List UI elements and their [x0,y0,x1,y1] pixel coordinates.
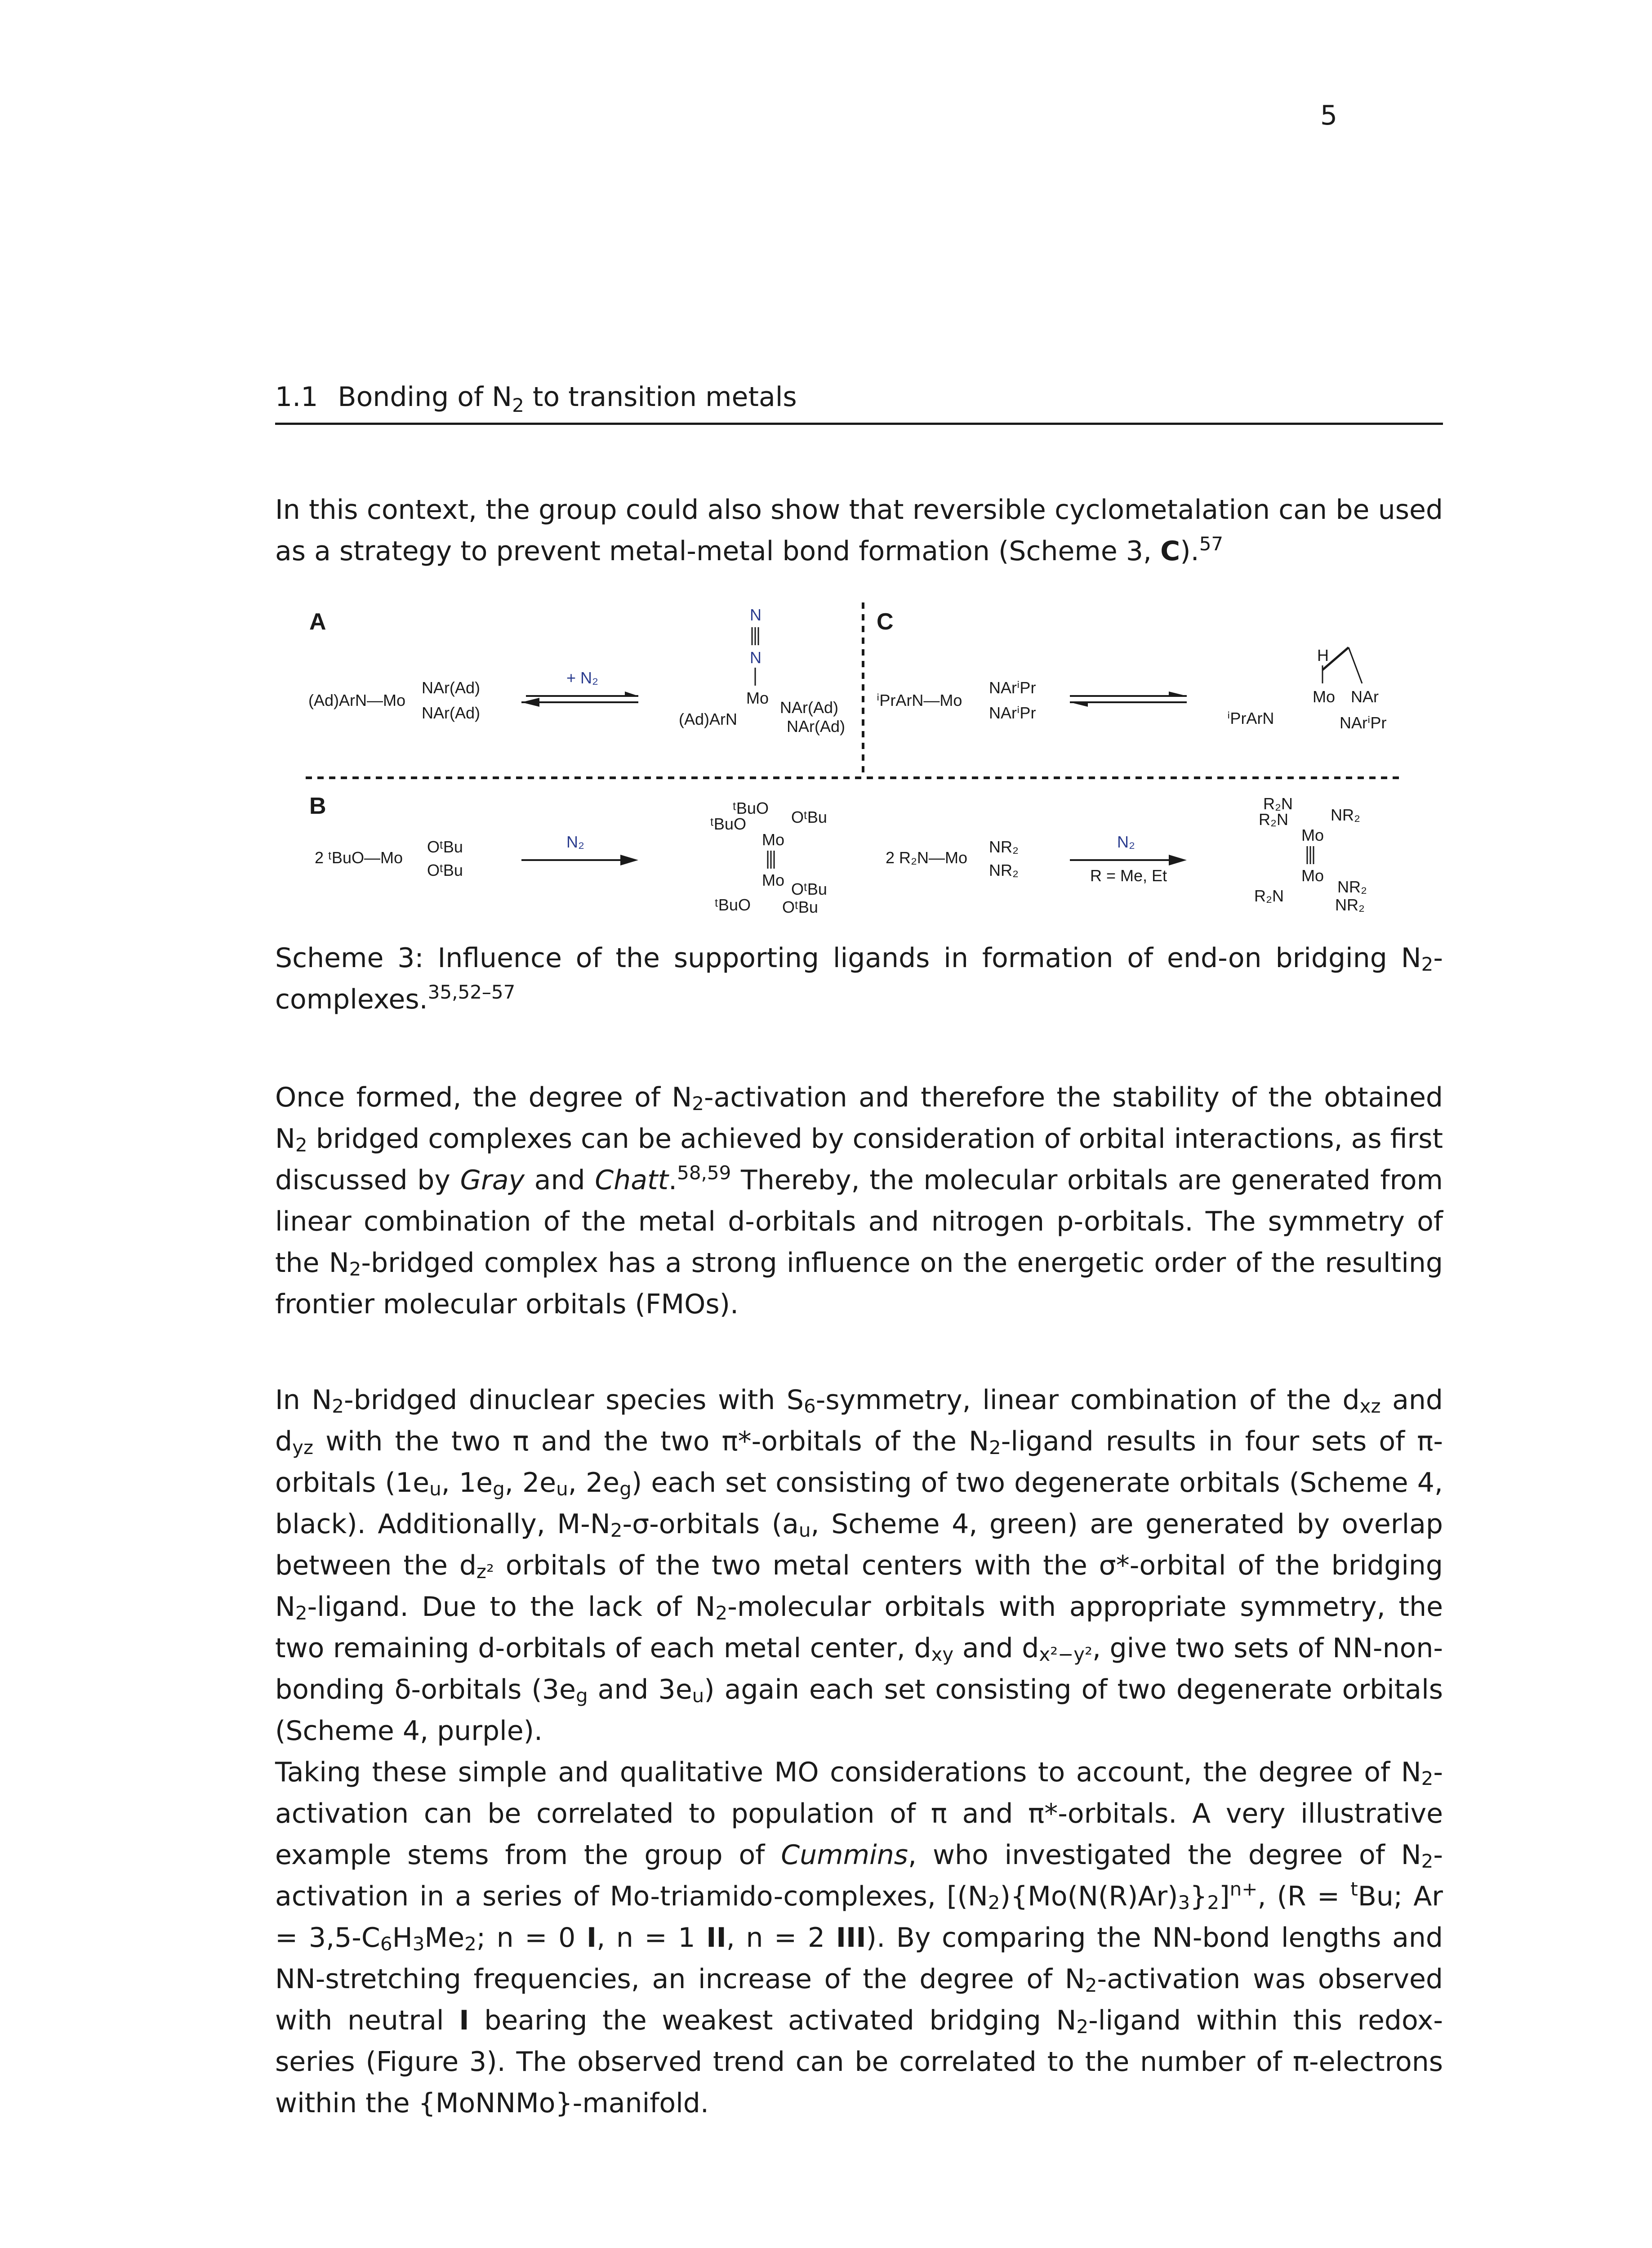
a-product-mo: Mo [746,689,769,707]
a-arrow-label: + N₂ [566,669,598,687]
a-product-n1: N [750,606,761,624]
d-product-r3: NR₂ [1331,806,1360,824]
a-reactant-nar-bot: NAr(Ad) [422,704,481,722]
d-product-r1: R₂N [1263,794,1293,813]
a-product-nar-bot: NAr(Ad) [787,717,846,736]
d-product-mo-bot: Mo [1301,866,1324,885]
b-reactant-o-bot: OᵗBu [427,861,463,879]
paragraph-orbital-interactions: Once formed, the degree of $N_2$-activation and therefore the stability of the obtained $N_2$ bridged complexes can be achieved by consideration of orbital interactions, as first discussed by Gray and Chatt.$^{58,59}$ Thereby, the molecular orbitals are generated from linear combination of the metal d-orbitals and nitrogen p-orbitals. The symmetry of the $N_2$-bridged complex has a strong influence on the energetic order of the resulting frontier molecular orbitals (FMOs). [275,1082,1443,1320]
a-product-left: (Ad)ArN [679,710,738,728]
d-product-r4: R₂N [1254,887,1284,905]
d-product-r2: R₂N [1259,810,1288,829]
b-reactant-o-top: OᵗBu [427,838,463,856]
a-product-nar-top: NAr(Ad) [780,698,839,717]
section-number: 1.1 [275,381,318,413]
d-product-r6: NR₂ [1335,896,1365,914]
b-product-o3: OᵗBu [791,808,827,826]
scheme-3-figure [306,602,1412,917]
running-header [275,381,1443,425]
a-product-n2: N [750,648,761,667]
b-product-mo-top: Mo [762,830,785,849]
d-product-r5: NR₂ [1337,878,1367,896]
page-number: 5 [1320,100,1337,131]
paragraph-s6-symmetry: In $N_2$-bridged dinuclear species with $S_6$-symmetry, linear combination of the $d_{xz}$ and $d_{yz}$ with the two π and the two π*-orbitals of the $N_2$-ligand results in four sets of π-orbitals ($1e_u$, $1e_g$, $2e_u$, $2e_g$) each set consisting of two degenerate orbitals (Scheme 4, black). Additionally, $M-N_2-\sigma$-orbitals ($a_u$, Scheme 4, green) are generated by overlap between the $d_{z^2}$ orbitals of the two metal centers with the σ*-orbital of the bridging $N_2$-ligand. Due to the lack of $N_2$-molecular orbitals with appropriate symmetry, the two remaining d-orbitals of each metal center, $d_{xy}$ and $d_{x^2-y^2}$, give two sets of NN-non-bonding δ-orbitals ($3e_g$ and $3e_u$) again each set consisting of two degenerate orbitals (Scheme 4, purple). Taking these simple and qualitative MO considerations to account, the degree of $N_2$-activation can be correlated to population of π and π*-orbitals. A very illustrative example stems from the group of Cummins, who investigated the degree of $N_2$-activation in a series of Mo-triamido-complexes, $[(N_2)\{Mo(N(R)Ar)_3\}_2]^{n+}$, (R = $^t$Bu; $Ar = 3,5-C_6H_3Me_2$; n = 0 I, n = 1 II, n = 2 III). By comparing the NN-bond lengths and NN-stretching frequencies, an increase of the degree of $N_2$-activation was observed with neutral I bearing the weakest activated bridging $N_2$-ligand within this redox-series (Figure 3). The observed trend can be correlated to the number of π-electrons within the {MoNNMo}-manifold. [275,1384,1443,2119]
c-reactant-nar-top: NArⁱPr [989,678,1036,697]
panel-label-c: C [877,609,894,635]
d-product-mo-top: Mo [1301,826,1324,844]
b-reactant-mo: 2 ᵗBuO—Mo [315,848,403,867]
d-reactant-mo: 2 R₂N—Mo [886,848,968,867]
c-product-nar-top: NAr [1351,687,1379,706]
b-product-o1: ᵗBuO [733,799,769,817]
b-product-mo-bot: Mo [762,871,785,889]
c-product-left: ⁱPrArN [1227,709,1274,727]
d-reactant-nr-bot: NR₂ [989,861,1019,879]
c-product-h: H [1317,646,1329,665]
paragraph-cyclometalation: In this context, the group could also show that reversible cyclometalation can be used as a strategy to prevent metal-metal bond formation (Scheme 3, C).$^{57}$ [275,494,1443,567]
section-title: Bonding of $N_2$ to transition metals [338,381,797,416]
c-reactant-mo: ⁱPrArN—Mo [877,691,962,709]
c-reactant-nar-bot: NArⁱPr [989,704,1036,722]
b-product-o2: ᵗBuO [710,815,746,833]
a-reactant-mo: (Ad)ArN—Mo [308,691,406,709]
b-product-o6: OᵗBu [782,898,818,916]
panel-label-a: A [309,609,326,635]
d-condition: R = Me, Et [1090,866,1167,885]
d-arrow-label: N₂ [1117,833,1135,851]
panel-label-b: B [309,793,326,819]
d-reactant-nr-top: NR₂ [989,838,1019,856]
c-product-nar-bot: NArⁱPr [1340,714,1387,732]
b-arrow-label: N₂ [566,833,584,851]
scheme-3-caption: Scheme 3: Influence of the supporting ligands in formation of end-on bridging $N_2-complexes.^{35,52-57}$ [275,942,1443,1015]
paragraph-cummins: Taking these simple and qualitative MO considerations to account, the degree of $N_2$-activation can be correlated to population of π and π*-orbitals. A very illustrative example stems from the group of Cummins, who investigated the degree of $N_2$-activation in a series of Mo-triamido-complexes, $[(N_2)\{Mo(N(R)Ar)_3\}_2]^{n+}$, (R = $^t$Bu; $Ar = 3,5-C_6H_3Me_2$; n = 0 I, n = 1 II, n = 2 III). By comparing the NN-bond lengths and NN-stretching frequencies, an increase of the degree of $N_2$-activation was observed with neutral I bearing the weakest activated bridging $N_2$-ligand within this redox-series (Figure 3). The observed trend can be correlated to the number of π-electrons within the {MoNNMo}-manifold. [275,1757,1443,2119]
b-product-o4: ᵗBuO [715,896,751,914]
b-product-o5: OᵗBu [791,880,827,898]
a-reactant-nar-top: NAr(Ad) [422,678,481,697]
c-product-mo: Mo [1313,687,1336,706]
